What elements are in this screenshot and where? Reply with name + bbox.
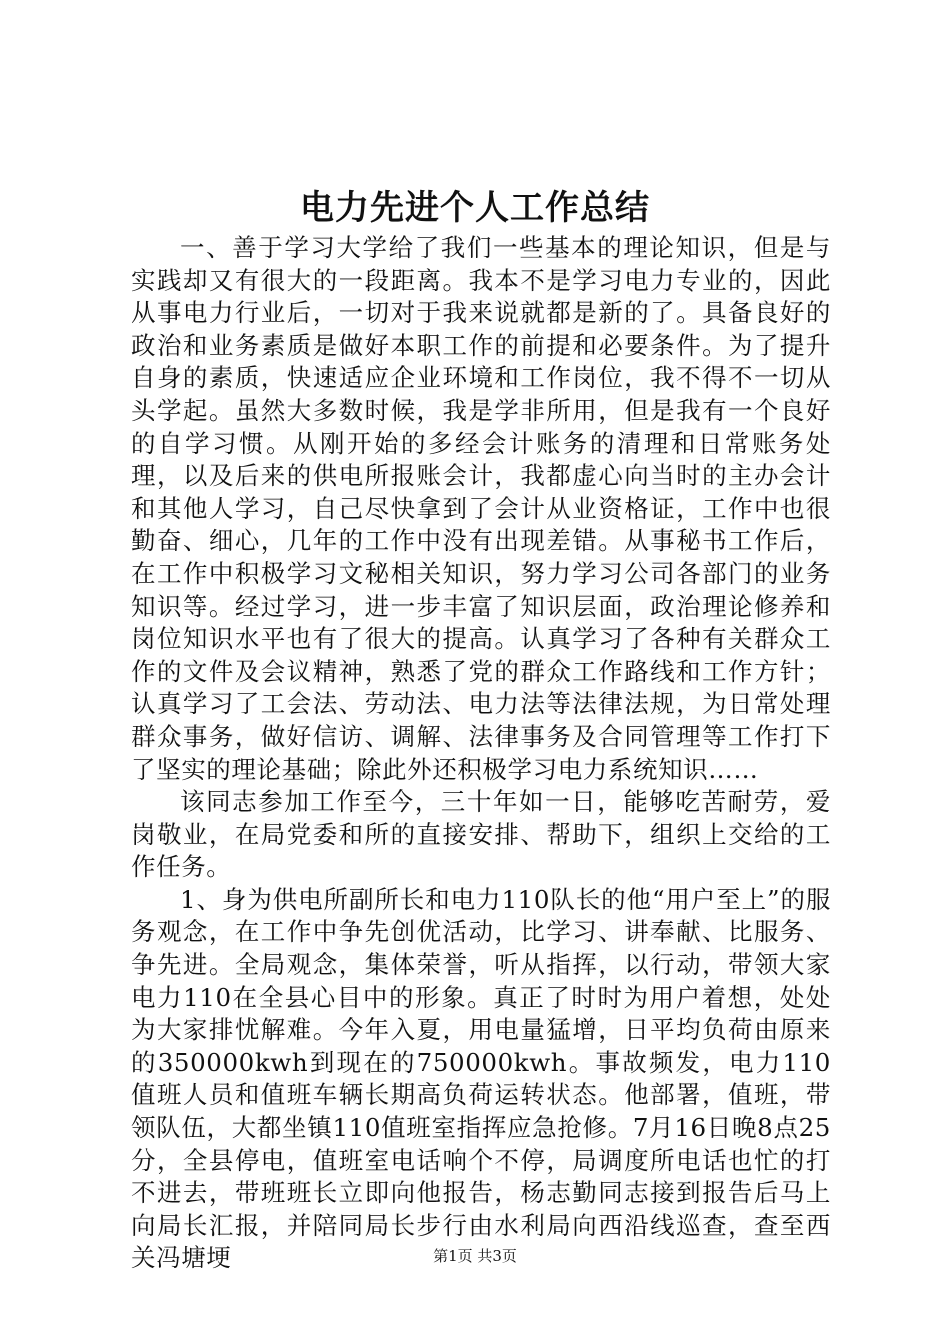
- document-title: 电力先进个人工作总结: [300, 188, 650, 228]
- paragraph-service: 1、身为供电所副所长和电力110队长的他“用户至上”的服务观念，在工作中争先创优活动，比学习、讲奉献、比服务、争先进。全局观念，集体荣誉，听从指挥，以行动，带领大家电力110在全县心目中的形象。真正了时时为用户着想，处处为大家排忧解难。今年入夏，用电量猛增，日平均负荷由原来的350000kwh到现在的750000kwh。事故频发，电力110值班人员和值班车辆长期高负荷运转状态。他部署，值班，带领队伍，大都坐镇110值班室指挥应急抢修。7月16日晚8点25分，全县停电，值班室电话响个不停，局调度所电话也忙的打不进去，带班班长立即向他报告，杨志勤同志接到报告后马上向局长汇报，并陪同局长步行由水利局向西沿线巡查，查至西关冯塘埂: [131, 884, 831, 1273]
- paragraph-study: 一、善于学习大学给了我们一些基本的理论知识，但是与实践却又有很大的一段距离。我本不是学习电力专业的，因此从事电力行业后，一切对于我来说就都是新的了。具备良好的政治和业务素质是做好本职工作的前提和必要条件。为了提升自身的素质，快速适应企业环境和工作岗位，我不得不一切从头学起。虽然大多数时候，我是学非所用，但是我有一个良好的自学习惯。从刚开始的多经会计账务的清理和日常账务处理，以及后来的供电所报账会计，我都虚心向当时的主办会计和其他人学习，自己尽快拿到了会计从业资格证，工作中也很勤奋、细心，几年的工作中没有出现差错。从事秘书工作后，在工作中积极学习文秘相关知识，努力学习公司各部门的业务知识等。经过学习，进一步丰富了知识层面，政治理论修养和岗位知识水平也有了很大的提高。认真学习了各种有关群众工作的文件及会议精神，熟悉了党的群众工作路线和工作方针；认真学习了工会法、劳动法、电力法等法律法规，为日常处理群众事务，做好信访、调解、法律事务及合同管理等工作打下了坚实的理论基础；除此外还积极学习电力系统知识……: [131, 233, 831, 784]
- document-body: [131, 232, 831, 1275]
- page-footer: 第1页 共3页: [433, 1247, 517, 1265]
- paragraph-summary: 该同志参加工作至今，三十年如一日，能够吃苦耐劳，爱岗敬业，在局党委和所的直接安排、帮助下，组织上交给的工作任务。: [131, 787, 831, 882]
